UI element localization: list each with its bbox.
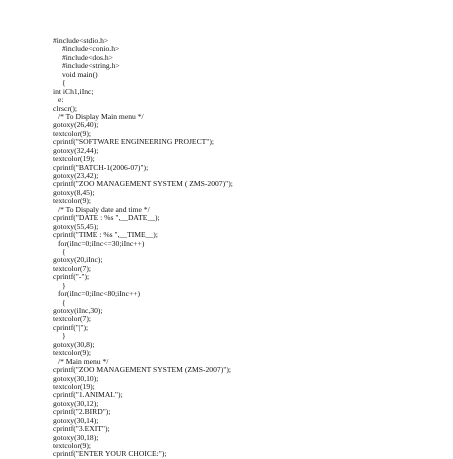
code-line: textcolor(7); (53, 314, 91, 324)
code-line: textcolor(9); (53, 348, 91, 358)
code-line: textcolor(9); (53, 196, 91, 206)
code-line: #include<string.h> (62, 61, 120, 71)
code-line: cprintf("ZOO MANAGEMENT SYSTEM ( ZMS-2007)"); (53, 179, 233, 189)
code-line: e: (58, 95, 64, 105)
code-line: gotoxy(26,40); (53, 120, 99, 130)
code-line: cprintf("TIME : %s ",__TIME__); (53, 230, 158, 240)
code-line: textcolor(19); (53, 381, 95, 391)
code-line: gotoxy(30,18); (53, 432, 99, 442)
code-line: cprintf("2.BIRD"); (53, 407, 111, 417)
code-line: { (62, 78, 66, 88)
code-line: { (62, 246, 66, 256)
code-line: cprintf("BATCH-1(2006-07)"); (53, 162, 149, 172)
code-line: clrscr(); (53, 103, 78, 113)
code-line: /* Main menu */ (58, 356, 109, 366)
code-line: textcolor(9); (53, 441, 91, 450)
code-listing (53, 37, 233, 459)
code-line: gotoxy(iInc,30); (53, 306, 103, 315)
code-line: cprintf("-"); (53, 272, 90, 282)
code-line: gotoxy(30,12); (53, 398, 99, 408)
code-line: cprintf("ZOO MANAGEMENT SYSTEM (ZMS-2007)"); (53, 365, 231, 375)
code-line: cprintf("1.ANIMAL"); (53, 390, 123, 400)
code-line: gotoxy(8,45); (53, 187, 95, 197)
code-line: gotoxy(30,8); (53, 339, 95, 349)
code-line: gotoxy(30,14); (53, 415, 99, 425)
code-line: for(iInc=0;iInc<=30;iInc++) (58, 238, 145, 248)
code-line: cprintf("DATE : %s ",__DATE__); (53, 213, 160, 223)
code-line: gotoxy(20,iInc); (53, 255, 103, 265)
code-line: gotoxy(55,45); (53, 221, 99, 231)
code-line: textcolor(19); (53, 154, 95, 164)
code-line: cprintf("3.EXIT"); (53, 424, 110, 434)
code-line: gotoxy(32,44); (53, 145, 99, 155)
code-line: textcolor(9); (53, 128, 91, 138)
code-line: textcolor(7); (53, 263, 91, 273)
code-line: /* To Dispaly date and time */ (58, 204, 150, 214)
code-line: gotoxy(23,42); (53, 171, 99, 180)
code-line: cprintf("|"); (53, 322, 89, 332)
code-line: #include<stdio.h> (53, 36, 109, 45)
code-line: /* To Display Main menu */ (58, 111, 144, 121)
code-line: void main() (62, 69, 98, 79)
code-line: #include<conio.h> (62, 44, 120, 54)
code-line: for(iInc=0;iInc<80;iInc++) (58, 289, 141, 299)
code-line: } (62, 331, 66, 341)
code-line: { (62, 297, 66, 307)
code-line: int iCh1,iInc; (53, 86, 94, 96)
code-line: gotoxy(30,10); (53, 373, 99, 383)
code-line: } (62, 280, 66, 290)
code-line: #include<dos.h> (62, 52, 113, 62)
code-line: cprintf("SOFTWARE ENGINEERING PROJECT"); (53, 137, 215, 147)
code-line: cprintf("ENTER YOUR CHOICE:"); (53, 449, 167, 459)
